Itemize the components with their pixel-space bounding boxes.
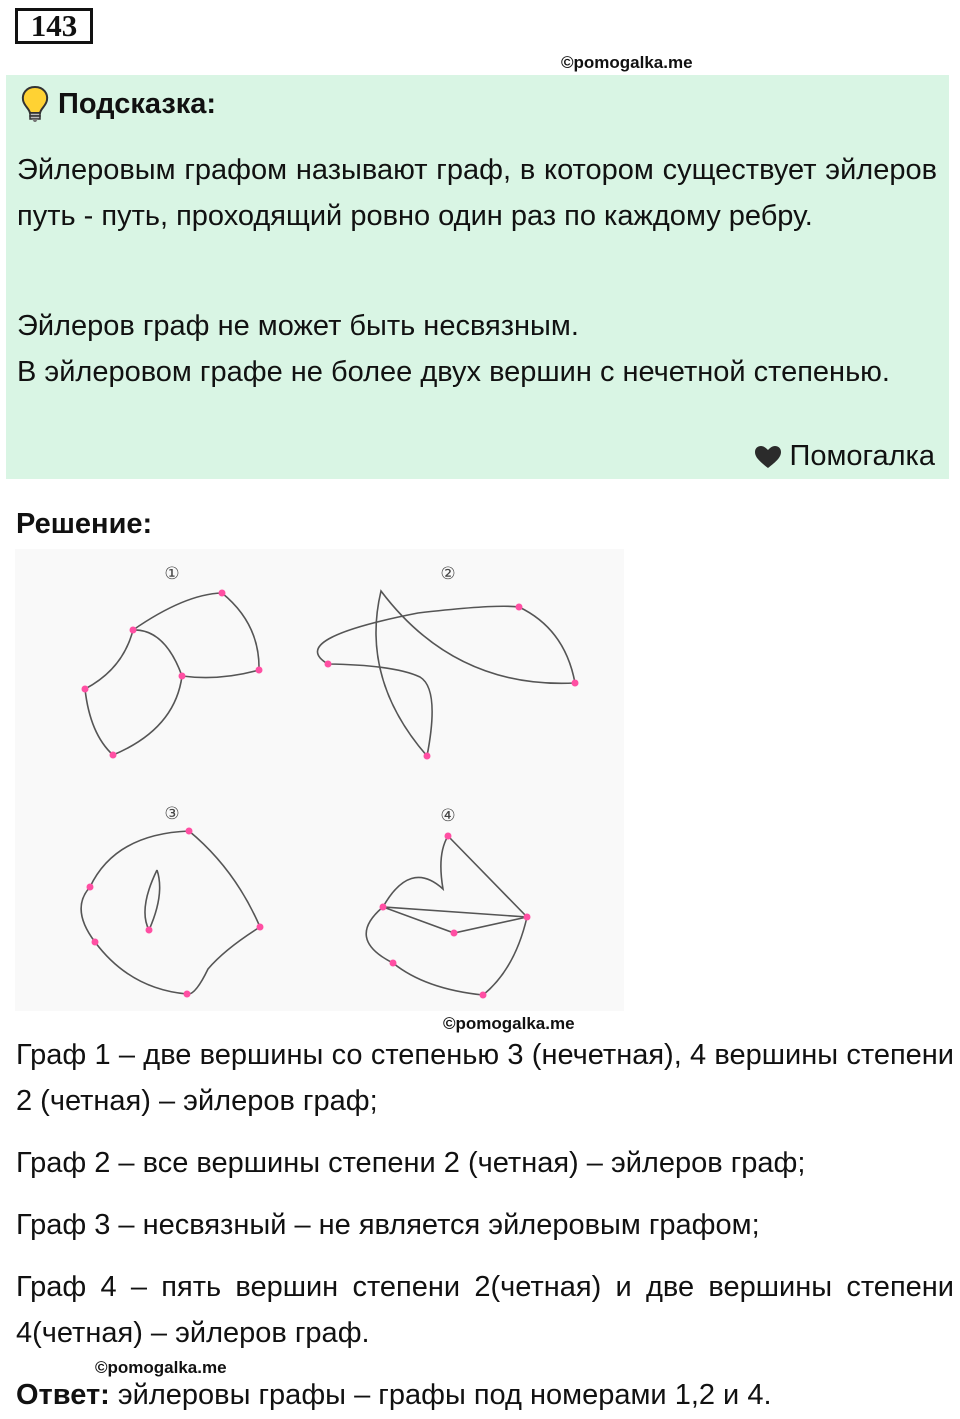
vertex <box>92 939 99 946</box>
vertex <box>184 991 191 998</box>
hint-paragraph-1: Эйлеровым графом называют граф, в котором существует эйлеров путь - путь, проходящий ровно один раз по каждому ребру. <box>17 154 937 232</box>
vertex <box>256 667 263 674</box>
vertex <box>130 627 137 634</box>
graph-label-1: ① <box>164 564 180 584</box>
graph-label-4: ④ <box>440 806 456 826</box>
vertex <box>480 992 487 999</box>
hint-line-2: Эйлеров граф не может быть несвязным. <box>17 310 579 342</box>
vertex <box>179 673 186 680</box>
vertex <box>257 924 264 931</box>
vertex <box>451 930 458 937</box>
signature <box>754 440 935 473</box>
vertex <box>87 884 94 891</box>
vertex <box>524 914 531 921</box>
graph4-explanation: Граф 4 – пять вершин степени 2(четная) и две вершины степени 4(четная) – эйлеров граф. <box>16 1271 954 1349</box>
watermark-bottom: ©pomogalka.me <box>95 1358 227 1377</box>
lightbulb-icon <box>20 85 50 123</box>
vertex <box>82 686 89 693</box>
vertex <box>572 680 579 687</box>
vertex <box>110 752 117 759</box>
graph2-explanation: Граф 2 – все вершины степени 2 (четная) – эйлеров граф; <box>16 1147 806 1179</box>
vertices <box>82 590 579 999</box>
answer-text: эйлеровы графы – графы под номерами 1,2 и 4. <box>109 1379 772 1411</box>
vertex <box>325 661 332 668</box>
hint-box <box>6 75 949 479</box>
watermark-middle: ©pomogalka.me <box>443 1014 575 1033</box>
graphs-drawing <box>15 549 624 1011</box>
vertex <box>146 927 153 934</box>
graphs-figure <box>15 549 624 1011</box>
graph4-edges <box>366 836 527 995</box>
vertex <box>424 753 431 760</box>
graph2-edges <box>317 591 575 756</box>
signature-text: Помогалка <box>789 440 935 472</box>
graph-label-2: ② <box>440 564 456 584</box>
solution-title: Решение: <box>16 508 153 540</box>
graph3-explanation: Граф 3 – несвязный – не является эйлеровым графом; <box>16 1209 760 1241</box>
hint-title <box>20 85 216 123</box>
watermark-top: ©pomogalka.me <box>561 53 693 72</box>
graph-label-3: ③ <box>164 804 180 824</box>
graph3-edges <box>81 831 260 994</box>
graph1-edges <box>85 593 259 755</box>
vertex <box>219 590 226 597</box>
vertex <box>186 828 193 835</box>
answer <box>16 1372 954 1418</box>
graph3-lens <box>145 870 160 930</box>
vertex <box>390 960 397 967</box>
heart-icon <box>754 445 782 469</box>
vertex <box>516 604 523 611</box>
vertex <box>380 904 387 911</box>
hint-title-text: Подсказка: <box>58 87 217 120</box>
problem-number: 143 <box>15 8 93 44</box>
answer-label: Ответ: <box>16 1379 110 1411</box>
vertex <box>445 833 452 840</box>
hint-line-3: В эйлеровом графе не более двух вершин с нечетной степенью. <box>17 356 890 388</box>
graph1-explanation: Граф 1 – две вершины со степенью 3 (нечетная), 4 вершины степени 2 (четная) – эйлеров граф; <box>16 1039 954 1117</box>
